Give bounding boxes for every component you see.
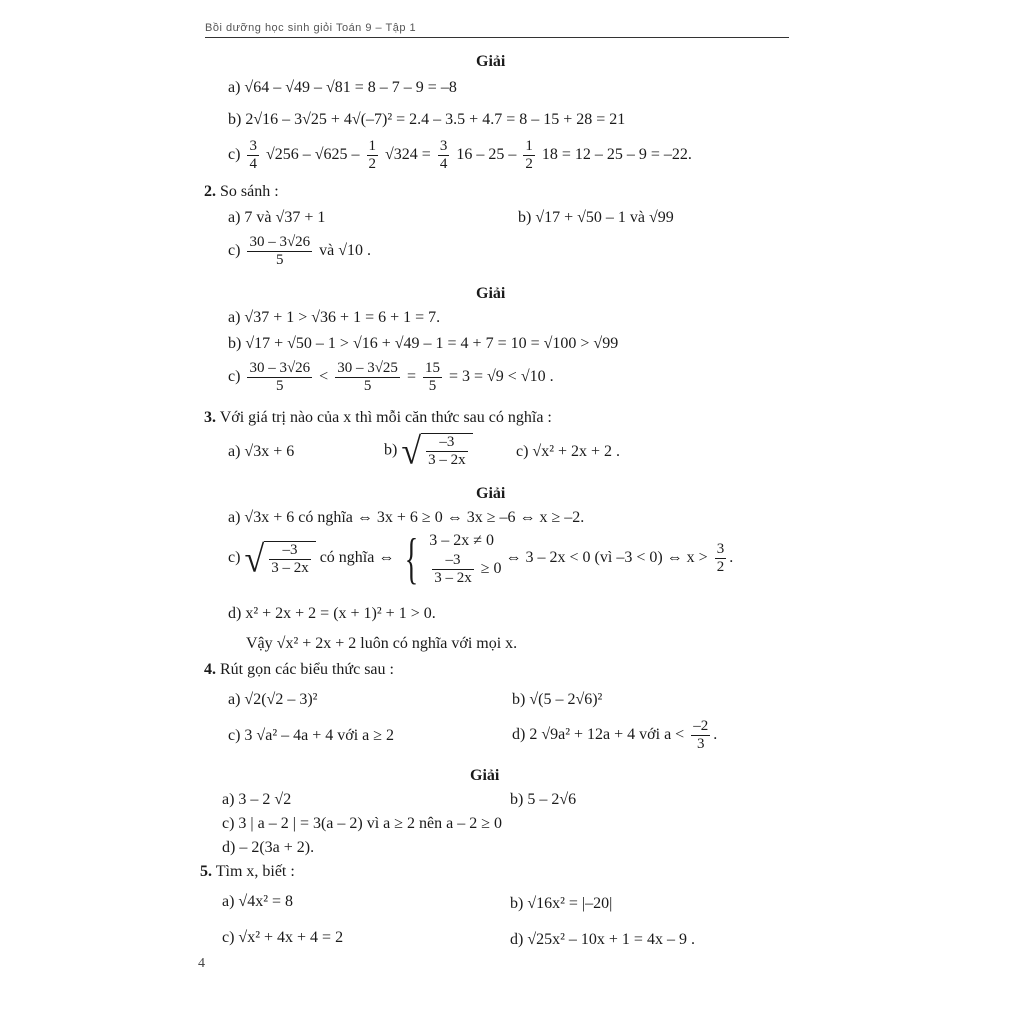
label: c) [228,242,241,260]
ex4-solution-d: d) – 2(3a + 2). [222,839,315,856]
ex1-solution-b: b) 2√16 – 3√25 + 4√(–7)² = 2.4 – 3.5 + 4.7 = 8 – 15 + 28 = 21 [228,111,626,128]
fraction-denominator: 5 [276,252,284,268]
page-number: 4 [198,956,205,971]
fraction-numerator: 3 [249,138,257,154]
fraction-denominator: 3 – 2x [271,559,309,576]
radicand [421,433,473,469]
ex3-solution-a: a) √3x + 6 có nghĩa ⇔ 3x + 6 ≥ 0 ⇔ 3x ≥ –6 ⇔ x ≥ –2. [228,509,585,526]
fraction-numerator: –3 [432,552,474,570]
fraction-numerator: 30 – 3√25 [337,360,398,376]
fraction [335,360,400,395]
radical-sign: √ [244,537,265,580]
fraction-numerator: 15 [424,360,440,376]
fraction-denominator: 4 [249,156,257,172]
condition-1: 3 – 2x ≠ 0 [429,532,495,549]
fraction-denominator: 4 [439,156,448,172]
expression-part: = 3 = √9 < √10 . [448,368,554,386]
expression-part: 18 = 12 – 25 – 9 = –22. [541,146,692,164]
ex2-solution-a: a) √37 + 1 > √36 + 1 = 6 + 1 = 7. [228,309,441,326]
ex3-c: c) √x² + 2x + 2 . [516,443,621,460]
exercise-number: 2. [204,183,216,200]
ex5-d: d) √25x² – 10x + 1 = 4x – 9 . [510,931,695,948]
fraction [715,541,727,576]
fraction-numerator: 1 [525,138,533,154]
fraction [691,718,710,753]
ex4-solution-a: a) 3 – 2 √2 [222,791,292,808]
exercise-number: 4. [204,661,216,678]
fraction-denominator: 3 – 2x [434,570,472,586]
solution-heading-1: Giải [476,53,506,70]
solution-heading-2: Giải [476,285,506,302]
fraction-denominator: 2 [525,156,533,172]
fraction [423,360,442,395]
exercise-3-title [204,408,552,428]
ex2-a: a) 7 và √37 + 1 [228,209,326,226]
expression-part: d) 2 √9a² + 12a + 4 với a < [512,726,685,744]
left-brace: { [405,527,419,590]
expression-part: 16 – 25 – [456,146,517,164]
fraction-denominator: 3 [696,736,705,752]
ex3-b [384,432,473,470]
square-root [244,537,315,580]
radicand [264,541,316,577]
exercise-2-title [204,182,279,202]
fraction-denominator: 3 – 2x [428,452,466,468]
exercise-number: 3. [204,409,216,426]
label: c) [228,146,241,164]
ex4-solution-c: c) 3 | a – 2 | = 3(a – 2) vì a ≥ 2 nên a – 2 ≥ 0 [222,815,503,832]
ex3-a: a) √3x + 6 [228,443,295,460]
exercise-5-title [200,862,295,882]
fraction [367,138,379,173]
ex5-a: a) √4x² = 8 [222,893,294,910]
fraction-denominator: 5 [276,378,284,394]
condition-system [429,530,501,587]
ex5-c: c) √x² + 4x + 4 = 2 [222,929,344,946]
fraction [438,138,450,173]
punctuation: . [729,549,734,567]
fraction [523,138,535,173]
fraction [426,434,468,469]
relation: = [406,368,416,386]
fraction [432,552,474,587]
punctuation: . [713,726,718,744]
fraction-numerator: 3 [439,138,448,154]
ex4-a: a) √2(√2 – 3)² [228,691,318,708]
fraction [247,234,312,269]
fraction-numerator: 30 – 3√26 [249,360,311,376]
ex4-solution-b: b) 5 – 2√6 [510,791,577,808]
relation: ≥ 0 [480,560,502,578]
expression-part: và √10 . [319,242,372,260]
fraction-numerator: –3 [269,542,311,560]
exercise-instruction: Với giá trị nào của x thì mỗi căn thức sau có nghĩa : [219,409,552,426]
solution-heading-3: Giải [476,485,506,502]
relation: < [319,368,329,386]
expression-part: ⇔ 3 – 2x < 0 (vì –3 < 0) ⇔ x > [505,549,708,567]
fraction-numerator: –3 [426,434,468,452]
fraction [247,138,259,173]
label: b) [384,441,398,459]
ex3-solution-c [228,527,734,590]
exercise-4-title [204,660,394,680]
ex3-conclusion: Vậy √x² + 2x + 2 luôn có nghĩa với mọi x. [246,635,518,652]
fraction-denominator: 2 [368,156,376,172]
exercise-instruction: So sánh : [220,183,279,200]
square-root [401,432,472,470]
condition-2 [429,552,501,587]
ex4-b: b) √(5 – 2√6)² [512,691,603,708]
exercise-instruction: Tìm x, biết : [215,863,295,880]
exercise-number: 5. [200,863,212,880]
expression-part: √324 = [385,146,431,164]
exercise-instruction: Rút gọn các biểu thức sau : [220,661,394,678]
fraction-numerator: 1 [368,138,376,154]
ex3-solution-d: d) x² + 2x + 2 = (x + 1)² + 1 > 0. [228,605,436,622]
ex4-d [512,718,717,753]
fraction-numerator: –2 [693,718,709,734]
fraction-numerator: 30 – 3√26 [249,234,311,250]
fraction-denominator: 5 [363,378,372,394]
ex1-solution-a: a) √64 – √49 – √81 = 8 – 7 – 9 = –8 [228,79,457,96]
ex5-b: b) √16x² = |–20| [510,895,613,912]
ex2-solution-b: b) √17 + √50 – 1 > √16 + √49 – 1 = 4 + 7 = 10 = √100 > √99 [228,335,619,352]
fraction [247,360,312,395]
ex2-solution-c [228,360,554,395]
ex2-c [228,234,371,269]
ex4-c: c) 3 √a² – 4a + 4 với a ≥ 2 [228,727,395,744]
label: c) [228,549,241,567]
fraction-denominator: 5 [428,378,437,394]
running-header: Bồi dưỡng học sinh giỏi Toán 9 – Tập 1 [205,22,789,38]
expression-part: có nghĩa ⇔ [319,549,395,567]
solution-heading-4: Giải [470,767,500,784]
label: c) [228,368,241,386]
radical-sign: √ [401,430,422,472]
fraction-numerator: 3 [716,541,725,557]
fraction [269,542,311,577]
expression-part: √256 – √625 – [265,146,360,164]
ex1-solution-c [228,138,692,173]
ex2-b: b) √17 + √50 – 1 và √99 [518,209,674,226]
fraction-denominator: 2 [716,559,725,575]
